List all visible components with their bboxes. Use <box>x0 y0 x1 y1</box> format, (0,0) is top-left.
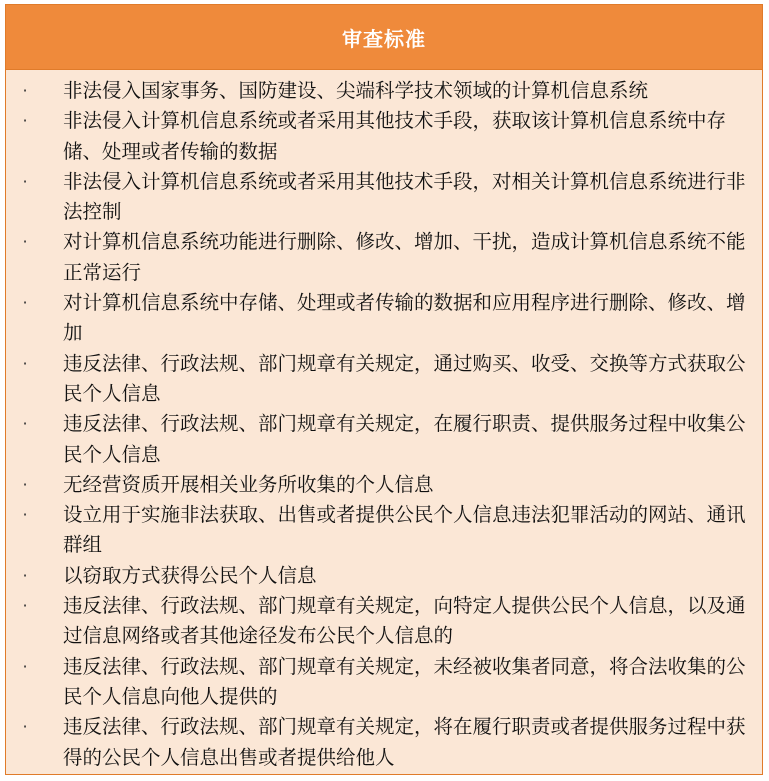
bullet-icon: · <box>22 565 28 585</box>
list-item-text: 对计算机信息系统中存储、处理或者传输的数据和应用程序进行删除、修改、增加 <box>63 291 746 345</box>
standards-list <box>6 70 762 773</box>
list-item-text: 以窃取方式获得公民个人信息 <box>63 563 317 587</box>
bullet-icon: · <box>22 414 28 434</box>
list-item-text: 对计算机信息系统功能进行删除、修改、增加、干扰，造成计算机信息系统不能正常运行 <box>63 230 746 284</box>
list-item-text: 违反法律、行政法规、部门规章有关规定，通过购买、收受、交换等方式获取公民个人信息 <box>63 351 746 405</box>
bullet-icon: · <box>22 81 28 100</box>
bullet-icon: · <box>22 232 28 252</box>
list-item-text: 违反法律、行政法规、部门规章有关规定，向特定人提供公民个人信息，以及通过信息网络或者其他途径发布公民个人信息的 <box>63 594 746 648</box>
list-item <box>6 591 762 652</box>
list-item-text: 非法侵入国家事务、国防建设、尖端科学技术领域的计算机信息系统 <box>63 79 649 102</box>
list-item <box>6 106 762 167</box>
list-item-text: 无经营资质开展相关业务所收集的个人信息 <box>63 472 434 496</box>
list-item <box>6 652 762 713</box>
list-item <box>6 500 762 561</box>
list-item <box>6 409 762 470</box>
bullet-icon: · <box>22 353 28 373</box>
list-item <box>6 288 762 349</box>
bullet-icon: · <box>22 171 28 191</box>
bullet-icon: · <box>22 717 28 737</box>
list-item <box>6 561 762 591</box>
list-item-text: 违反法律、行政法规、部门规章有关规定，将在履行职责或者提供服务过程中获得的公民个人信息出售或者提供给他人 <box>63 715 746 769</box>
bullet-icon: · <box>22 111 28 131</box>
list-item <box>6 167 762 228</box>
list-item-text: 非法侵入计算机信息系统或者采用其他技术手段，对相关计算机信息系统进行非法控制 <box>63 169 746 224</box>
list-item <box>6 227 762 288</box>
list-item-text: 非法侵入计算机信息系统或者采用其他技术手段，获取该计算机信息系统中存储、处理或者传输的数据 <box>63 109 727 163</box>
bullet-icon: · <box>22 596 28 616</box>
bullet-icon: · <box>22 474 28 494</box>
list-item <box>6 470 762 500</box>
list-item <box>6 712 762 773</box>
bullet-icon: · <box>22 505 28 525</box>
list-item-text: 违反法律、行政法规、部门规章有关规定，在履行职责、提供服务过程中收集公民个人信息 <box>63 412 746 466</box>
bullet-icon: · <box>22 656 28 676</box>
table-header-title: 审查标准 <box>342 26 426 51</box>
list-item <box>6 349 762 410</box>
table-header <box>6 5 762 70</box>
list-item-text: 违反法律、行政法规、部门规章有关规定，未经被收集者同意，将合法收集的公民个人信息向他人提供的 <box>63 654 746 708</box>
list-item <box>6 76 762 106</box>
bullet-icon: · <box>22 293 28 313</box>
list-item-text: 设立用于实施非法获取、出售或者提供公民个人信息违法犯罪活动的网站、通讯群组 <box>63 503 746 557</box>
review-standards-table <box>5 4 763 775</box>
